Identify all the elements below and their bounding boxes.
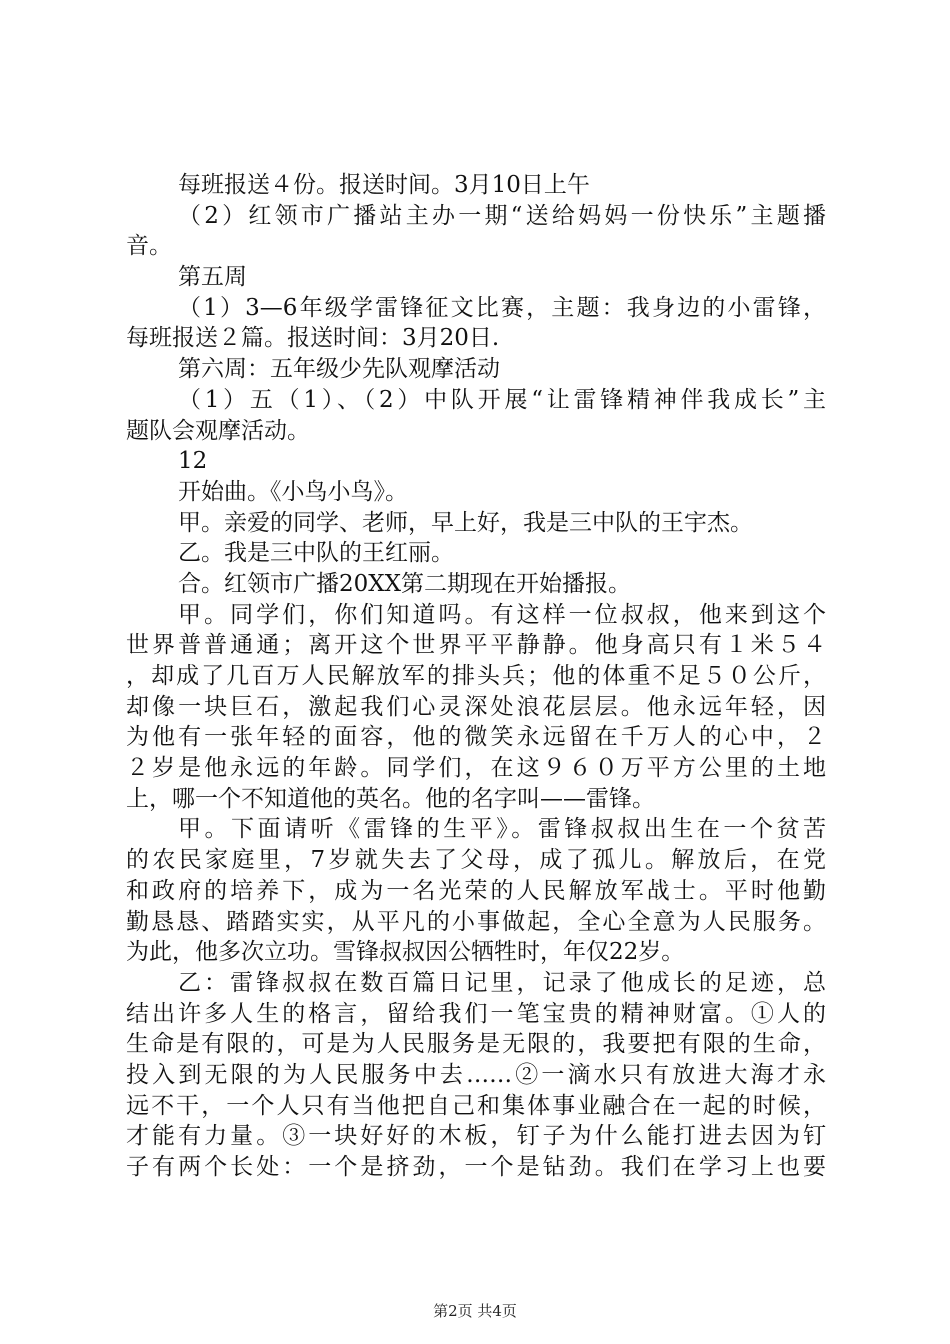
text-line: 12 bbox=[178, 448, 208, 475]
text-line: 甲。同学们，你们知道吗。有这样一位叔叔，他来到这个 bbox=[178, 601, 826, 628]
text-line: 乙：雷锋叔叔在数百篇日记里，记录了他成长的足迹，总 bbox=[178, 969, 826, 996]
text-line: ２岁是他永远的年龄。同学们，在这９６０万平方公里的土地 bbox=[126, 755, 826, 782]
document-body bbox=[126, 170, 826, 1183]
text-line: 才能有力量。③一块好好的木板，钉子为什么能打进去因为钉 bbox=[126, 1123, 826, 1150]
text-line: ，却成了几百万人民解放军的排头兵；他的体重不足５０公斤， bbox=[126, 663, 826, 689]
text-line: 世界普普通通；离开这个世界平平静静。他身高只有１米５４ bbox=[126, 632, 826, 659]
text-line: （2）红领市广播站主办一期“送给妈妈一份快乐”主题播 bbox=[178, 202, 826, 229]
text-line: 生命是有限的，可是为人民服务是无限的，我要把有限的生命， bbox=[126, 1031, 826, 1058]
text-line: 开始曲。《小鸟小鸟》。 bbox=[178, 478, 408, 505]
text-line: 结出许多人生的格言，留给我们一笔宝贵的精神财富。①人的 bbox=[126, 1000, 826, 1027]
text-line: 为此，他多次立功。雪锋叔叔因公牺牲时，年仅22岁。 bbox=[126, 939, 685, 966]
text-line: 第五周 bbox=[178, 264, 247, 291]
text-line: 上，哪一个不知道他的英名。他的名字叫——雷锋。 bbox=[126, 785, 655, 812]
text-line: 甲。亲爱的同学、老师，早上好，我是三中队的王宇杰。 bbox=[178, 509, 753, 536]
text-line: 乙。我是三中队的王红丽。 bbox=[178, 540, 454, 567]
text-line: 合。红领市广播20XX第二期现在开始播报。 bbox=[178, 570, 632, 597]
text-line: （1）五（1）、（2）中队开展“让雷锋精神伴我成长”主 bbox=[178, 386, 826, 413]
text-line: 每班报送２篇。报送时间：3月20日. bbox=[126, 325, 500, 352]
text-line: 投入到无限的为人民服务中去……②一滴水只有放进大海才永 bbox=[126, 1061, 826, 1088]
text-line: 音。 bbox=[126, 233, 172, 260]
text-line: 和政府的培养下，成为一名光荣的人民解放军战士。平时他勤 bbox=[126, 877, 826, 904]
text-line: 为他有一张年轻的面容，他的微笑永远留在千万人的心中，２ bbox=[126, 724, 826, 751]
text-line: 甲。下面请听《雷锋的生平》。雷锋叔叔出生在一个贫苦 bbox=[178, 816, 826, 843]
text-line: 勤恳恳、踏踏实实，从平凡的小事做起，全心全意为人民服务。 bbox=[126, 908, 826, 935]
text-line: 的农民家庭里，7岁就失去了父母，成了孤儿。解放后，在党 bbox=[126, 847, 826, 874]
text-line: 子有两个长处：一个是挤劲，一个是钻劲。我们在学习上也要 bbox=[126, 1154, 826, 1180]
text-line: 每班报送４份。报送时间。3月10日上午 bbox=[178, 172, 590, 198]
text-line: 远不干，一个人只有当他把自己和集体事业融合在一起的时候， bbox=[126, 1092, 826, 1119]
text-line: （1）3—6年级学雷锋征文比赛，主题：我身边的小雷锋， bbox=[178, 294, 826, 321]
text-line: 题队会观摩活动。 bbox=[126, 417, 310, 444]
page-number-footer: 第2页 共4页 bbox=[433, 1302, 517, 1320]
text-line: 却像一块巨石，激起我们心灵深处浪花层层。他永远年轻，因 bbox=[126, 693, 826, 720]
text-line: 第六周：五年级少先队观摩活动 bbox=[178, 356, 500, 383]
